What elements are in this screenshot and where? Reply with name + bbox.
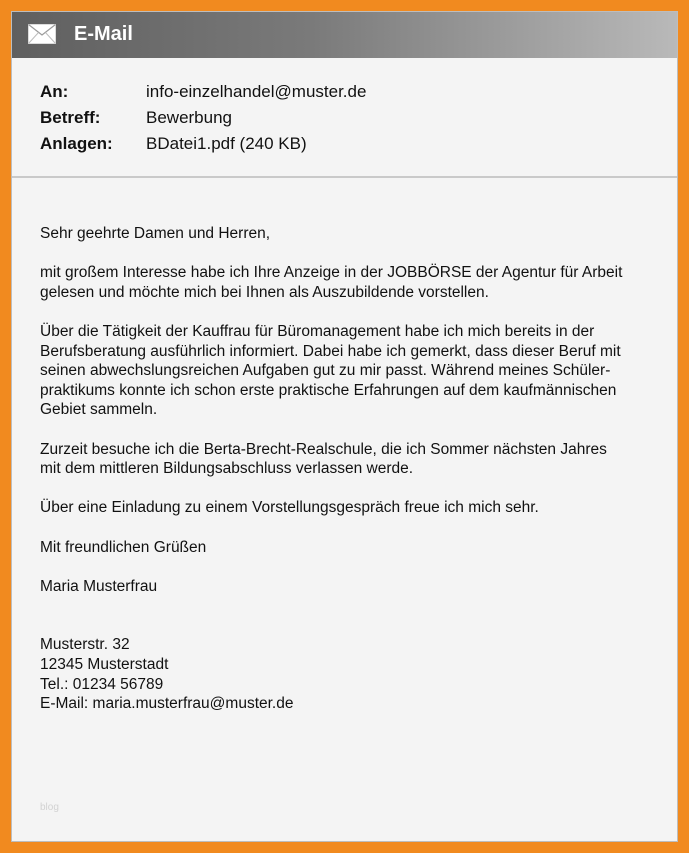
watermark: blog (40, 802, 59, 813)
paragraph-school (40, 440, 660, 479)
paragraph-interest (40, 263, 660, 302)
paragraph-invitation: Über eine Einladung zu einem Vorstellungsgespräch freue ich mich sehr. (40, 499, 539, 517)
body-line: mit großem Interesse habe ich Ihre Anzeige in der JOBBÖRSE der Agentur für Arbeit (40, 264, 623, 282)
body-line: seinen abwechslungsreichen Aufgaben gut zu mir passt. Während meines Schüler- (40, 362, 611, 380)
to-value[interactable]: info-einzelhandel@muster.de (146, 82, 367, 101)
paragraph-experience (40, 322, 660, 420)
address-phone: Tel.: 01234 56789 (40, 675, 164, 693)
email-body[interactable] (40, 224, 660, 714)
salutation: Sehr geehrte Damen und Herren, (40, 225, 271, 242)
email-header (12, 58, 677, 178)
address-city: 12345 Musterstadt (40, 656, 169, 674)
sender-address (40, 635, 660, 713)
body-line: Berufsberatung ausführlich informiert. Dabei habe ich gemerkt, dass dieser Beruf mit (40, 342, 621, 360)
subject-value[interactable]: Bewerbung (146, 108, 233, 127)
body-line: mit dem mittleren Bildungsabschluss verlassen werde. (40, 460, 414, 478)
envelope-icon (28, 24, 56, 44)
address-street: Musterstr. 32 (40, 636, 130, 654)
address-email: E-Mail: maria.musterfrau@muster.de (40, 695, 294, 713)
body-line: praktikums konnte ich schon erste praktische Erfahrungen auf dem kaufmännischen (40, 381, 617, 399)
attachments-label: Anlagen: (40, 134, 113, 153)
body-line: Gebiet sammeln. (40, 401, 158, 419)
body-line: gelesen und möchte mich bei Ihnen als Auszubildende vorstellen. (40, 283, 489, 301)
sender-name: Maria Musterfrau (40, 577, 158, 595)
attachment-link[interactable]: BDatei1.pdf (240 KB) (146, 134, 307, 153)
closing: Mit freundlichen Grüßen (40, 538, 207, 556)
title-bar (12, 12, 677, 58)
body-line: Zurzeit besuche ich die Berta-Brecht-Realschule, die ich Sommer nächsten Jahres (40, 440, 607, 458)
to-label: An: (40, 82, 69, 101)
window-title: E-Mail (74, 23, 133, 45)
subject-label: Betreff: (40, 108, 101, 127)
body-line: Über die Tätigkeit der Kauffrau für Büromanagement habe ich mich bereits in der (40, 322, 595, 340)
email-window (11, 11, 678, 842)
